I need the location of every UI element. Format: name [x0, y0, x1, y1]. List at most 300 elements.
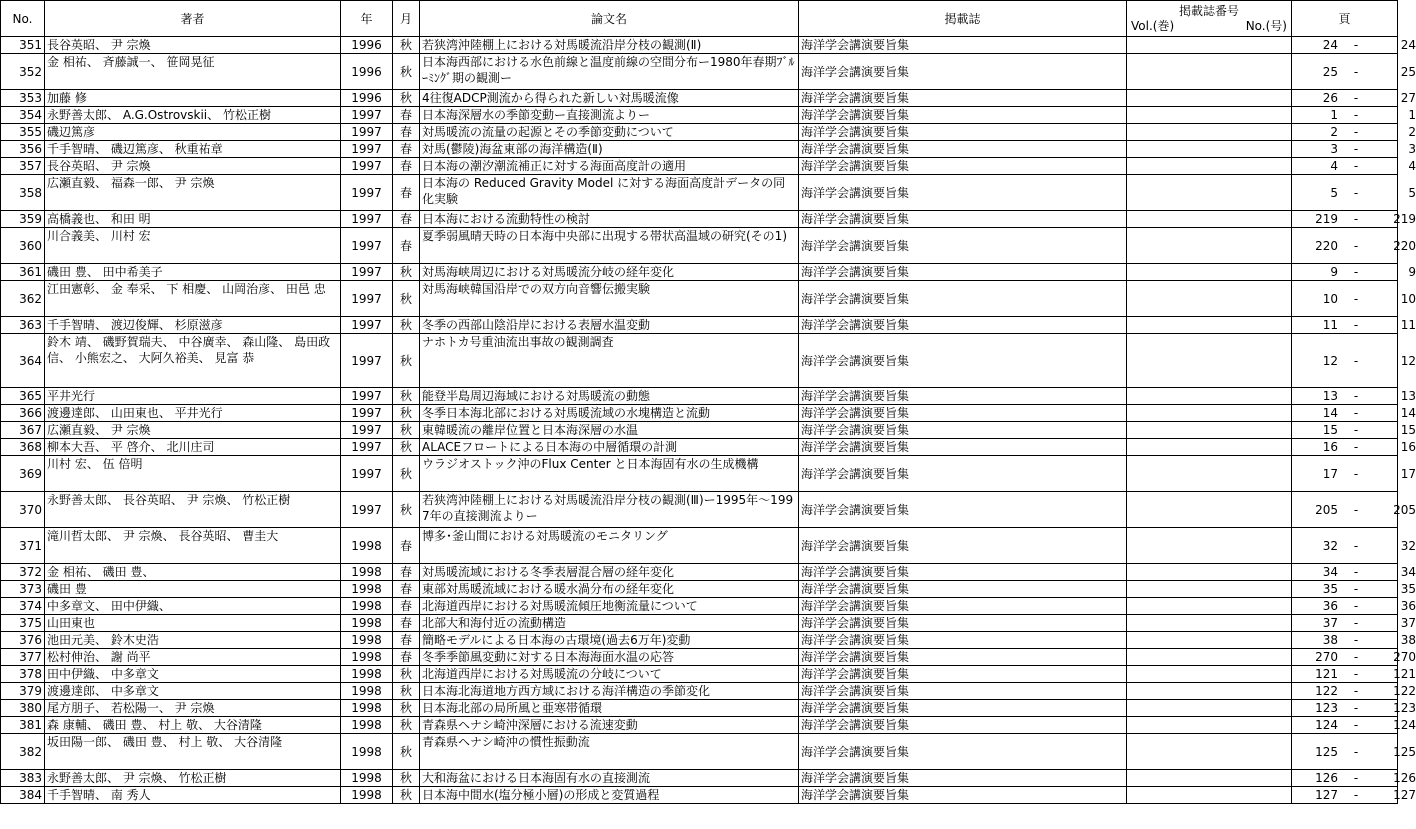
- page-end: 127: [1393, 788, 1416, 802]
- row-journal: 海洋学会講演要旨集: [799, 264, 1127, 281]
- row-month: 秋: [393, 734, 420, 770]
- row-volume: [1127, 422, 1292, 439]
- row-authors: 広瀬直毅、 尹 宗煥: [45, 422, 341, 439]
- row-number: 367: [1, 422, 45, 439]
- row-volume: [1127, 388, 1292, 405]
- page-end: 123: [1393, 701, 1416, 715]
- row-pages: [1292, 388, 1416, 405]
- row-number: 381: [1, 717, 45, 734]
- row-authors: 森 康輔、 磯田 豊、 村上 敬、 大谷清隆: [45, 717, 341, 734]
- row-number: 378: [1, 666, 45, 683]
- row-pages: [1292, 528, 1416, 564]
- table-row: [1, 598, 1398, 615]
- row-authors: 滝川哲太郎、 尹 宗煥、 長谷英昭、 曹圭大: [45, 528, 341, 564]
- row-journal: 海洋学会講演要旨集: [799, 54, 1127, 90]
- page-start: 15: [1322, 423, 1338, 437]
- row-authors: 金 相祐、 斉藤誠一、 笹岡晃征: [45, 54, 341, 90]
- row-month: 秋: [393, 54, 420, 90]
- row-journal: 海洋学会講演要旨集: [799, 649, 1127, 666]
- table-row: [1, 37, 1398, 54]
- page-start: 219: [1315, 212, 1338, 226]
- row-volume: [1127, 683, 1292, 700]
- row-authors: 中多章文、 田中伊織、: [45, 598, 341, 615]
- row-journal: 海洋学会講演要旨集: [799, 700, 1127, 717]
- row-year: 1998: [341, 787, 393, 804]
- row-authors: 川合義美、 川村 宏: [45, 228, 341, 264]
- row-title: 対馬暖流の流量の起源とその季節変動について: [420, 124, 799, 141]
- row-volume: [1127, 405, 1292, 422]
- row-year: 1997: [341, 141, 393, 158]
- page-end: 35: [1400, 582, 1416, 596]
- row-number: 379: [1, 683, 45, 700]
- page-end: 25: [1400, 64, 1416, 79]
- page-start: 3: [1330, 142, 1338, 156]
- row-month: 春: [393, 228, 420, 264]
- row-pages: [1292, 770, 1416, 787]
- row-month: 春: [393, 564, 420, 581]
- row-year: 1997: [341, 492, 393, 528]
- header-year: 年: [341, 1, 393, 37]
- page-start: 10: [1322, 291, 1338, 306]
- page-end: 15: [1400, 423, 1416, 437]
- row-authors: 高橋義也、 和田 明: [45, 211, 341, 228]
- page-dash: -: [1353, 318, 1359, 332]
- row-authors: 尾方朋子、 若松陽一、 尹 宗煥: [45, 700, 341, 717]
- row-title: 対馬海峡韓国沿岸での双方向音響伝搬実験: [420, 281, 799, 317]
- row-journal: 海洋学会講演要旨集: [799, 456, 1127, 492]
- page-end: 14: [1400, 406, 1416, 420]
- page-dash: -: [1353, 440, 1359, 454]
- row-title: 能登半島周辺海域における対馬暖流の動態: [420, 388, 799, 405]
- row-year: 1998: [341, 666, 393, 683]
- row-title: 青森県ヘナシ崎沖の慣性振動流: [420, 734, 799, 770]
- row-number: 358: [1, 175, 45, 211]
- table-row: [1, 683, 1398, 700]
- row-journal: 海洋学会講演要旨集: [799, 581, 1127, 598]
- page-end: 13: [1400, 389, 1416, 403]
- row-number: 363: [1, 317, 45, 334]
- page-start: 205: [1315, 502, 1338, 517]
- row-title: 日本海北海道地方西方域における海洋構造の季節変化: [420, 683, 799, 700]
- row-volume: [1127, 787, 1292, 804]
- table-row: [1, 615, 1398, 632]
- row-month: 秋: [393, 492, 420, 528]
- table-row: [1, 90, 1398, 107]
- table-row: [1, 317, 1398, 334]
- table-row: [1, 107, 1398, 124]
- row-number: 361: [1, 264, 45, 281]
- page-end: 125: [1393, 744, 1416, 759]
- row-volume: [1127, 317, 1292, 334]
- row-title: 博多･釜山間における対馬暖流のモニタリング: [420, 528, 799, 564]
- row-month: 秋: [393, 264, 420, 281]
- page-dash: -: [1353, 108, 1359, 122]
- page-dash: -: [1353, 633, 1359, 647]
- page-end: 220: [1393, 238, 1416, 253]
- row-year: 1998: [341, 528, 393, 564]
- page-dash: -: [1353, 565, 1359, 579]
- row-authors: 松村伸治、 謝 尚平: [45, 649, 341, 666]
- row-number: 352: [1, 54, 45, 90]
- row-month: 秋: [393, 770, 420, 787]
- row-journal: 海洋学会講演要旨集: [799, 334, 1127, 388]
- row-journal: 海洋学会講演要旨集: [799, 37, 1127, 54]
- table-row: [1, 734, 1398, 770]
- row-journal: 海洋学会講演要旨集: [799, 211, 1127, 228]
- row-year: 1998: [341, 615, 393, 632]
- page-start: 5: [1330, 185, 1338, 200]
- page-start: 11: [1322, 318, 1338, 332]
- row-number: 365: [1, 388, 45, 405]
- row-year: 1997: [341, 124, 393, 141]
- row-pages: [1292, 107, 1416, 124]
- row-year: 1998: [341, 598, 393, 615]
- row-pages: [1292, 334, 1416, 388]
- page-dash: -: [1353, 502, 1359, 517]
- row-authors: 磯田 豊、 田中希美子: [45, 264, 341, 281]
- page-dash: -: [1353, 599, 1359, 613]
- page-start: 32: [1322, 538, 1338, 553]
- row-journal: 海洋学会講演要旨集: [799, 90, 1127, 107]
- row-title: 冬季季節風変動に対する日本海海面水温の応答: [420, 649, 799, 666]
- row-month: 秋: [393, 700, 420, 717]
- row-volume: [1127, 615, 1292, 632]
- row-year: 1997: [341, 158, 393, 175]
- row-pages: [1292, 581, 1416, 598]
- table-row: [1, 388, 1398, 405]
- row-title: 対馬海峡周辺における対馬暖流分岐の経年変化: [420, 264, 799, 281]
- row-number: 375: [1, 615, 45, 632]
- page-start: 9: [1330, 265, 1338, 279]
- page-start: 220: [1315, 238, 1338, 253]
- row-year: 1998: [341, 700, 393, 717]
- row-authors: 平井光行: [45, 388, 341, 405]
- table-row: [1, 632, 1398, 649]
- row-month: 秋: [393, 683, 420, 700]
- row-volume: [1127, 439, 1292, 456]
- row-pages: [1292, 492, 1416, 528]
- row-pages: [1292, 456, 1416, 492]
- row-journal: 海洋学会講演要旨集: [799, 175, 1127, 211]
- page-end: 205: [1393, 502, 1416, 517]
- row-title: 対馬(鬱陵)海盆東部の海洋構造(Ⅱ): [420, 141, 799, 158]
- page-start: 12: [1322, 353, 1338, 368]
- page-start: 2: [1330, 125, 1338, 139]
- row-number: 355: [1, 124, 45, 141]
- row-month: 春: [393, 615, 420, 632]
- row-year: 1998: [341, 632, 393, 649]
- row-journal: 海洋学会講演要旨集: [799, 141, 1127, 158]
- page-start: 122: [1315, 684, 1338, 698]
- page-end: 37: [1400, 616, 1416, 630]
- row-authors: 坂田陽一郎、 磯田 豊、 村上 敬、 大谷清隆: [45, 734, 341, 770]
- row-month: 春: [393, 158, 420, 175]
- page-end: 124: [1393, 718, 1416, 732]
- row-number: 382: [1, 734, 45, 770]
- page-end: 219: [1393, 212, 1416, 226]
- row-pages: [1292, 632, 1416, 649]
- row-volume: [1127, 598, 1292, 615]
- row-year: 1997: [341, 456, 393, 492]
- row-pages: [1292, 158, 1416, 175]
- row-authors: 永野善太郎、 A.G.Ostrovskii、 竹松正樹: [45, 107, 341, 124]
- row-title: ALACEフロートによる日本海の中層循環の計測: [420, 439, 799, 456]
- row-pages: [1292, 700, 1416, 717]
- row-authors: 磯田 豊: [45, 581, 341, 598]
- header-pages: 頁: [1292, 1, 1398, 37]
- row-month: 春: [393, 649, 420, 666]
- page-start: 17: [1322, 466, 1338, 481]
- row-pages: [1292, 439, 1416, 456]
- row-journal: 海洋学会講演要旨集: [799, 492, 1127, 528]
- row-volume: [1127, 528, 1292, 564]
- row-volume: [1127, 700, 1292, 717]
- row-month: 秋: [393, 37, 420, 54]
- page-dash: -: [1353, 771, 1359, 785]
- row-year: 1997: [341, 317, 393, 334]
- table-row: [1, 281, 1398, 317]
- row-journal: 海洋学会講演要旨集: [799, 317, 1127, 334]
- row-month: 春: [393, 124, 420, 141]
- row-volume: [1127, 90, 1292, 107]
- row-month: 春: [393, 175, 420, 211]
- page-dash: -: [1353, 291, 1359, 306]
- row-authors: 江田憲彰、 金 奉采、 下 相慶、 山岡治彦、 田邑 忠: [45, 281, 341, 317]
- page-start: 25: [1322, 64, 1338, 79]
- table-header: [1, 1, 1398, 37]
- row-journal: 海洋学会講演要旨集: [799, 770, 1127, 787]
- page-dash: -: [1353, 91, 1359, 105]
- row-authors: 山田東也: [45, 615, 341, 632]
- row-journal: 海洋学会講演要旨集: [799, 598, 1127, 615]
- row-volume: [1127, 141, 1292, 158]
- table-row: [1, 175, 1398, 211]
- page-dash: -: [1353, 265, 1359, 279]
- row-pages: [1292, 124, 1416, 141]
- page-start: 38: [1322, 633, 1338, 647]
- table-row: [1, 54, 1398, 90]
- row-journal: 海洋学会講演要旨集: [799, 734, 1127, 770]
- page-end: 27: [1400, 91, 1416, 105]
- page-dash: -: [1353, 538, 1359, 553]
- row-month: 秋: [393, 90, 420, 107]
- row-month: 秋: [393, 787, 420, 804]
- row-pages: [1292, 787, 1416, 804]
- table-row: [1, 211, 1398, 228]
- row-number: 353: [1, 90, 45, 107]
- page-start: 14: [1322, 406, 1338, 420]
- row-year: 1997: [341, 107, 393, 124]
- row-volume: [1127, 175, 1292, 211]
- page-dash: -: [1353, 38, 1359, 52]
- page-dash: -: [1353, 667, 1359, 681]
- row-authors: 鈴木 靖、 磯野賀瑞夫、 中谷廣幸、 森山隆、 島田政信、 小熊宏之、 大阿久裕美、 見富 恭: [45, 334, 341, 388]
- row-journal: 海洋学会講演要旨集: [799, 683, 1127, 700]
- row-volume: [1127, 211, 1292, 228]
- header-journal: 掲載誌: [799, 1, 1127, 37]
- table-row: [1, 439, 1398, 456]
- table-row: [1, 649, 1398, 666]
- page-end: 12: [1400, 353, 1416, 368]
- row-volume: [1127, 770, 1292, 787]
- page-end: 11: [1400, 318, 1416, 332]
- page-end: 122: [1393, 684, 1416, 698]
- row-pages: [1292, 317, 1416, 334]
- table-row: [1, 228, 1398, 264]
- table-row: [1, 141, 1398, 158]
- row-month: 春: [393, 211, 420, 228]
- page-start: 35: [1322, 582, 1338, 596]
- row-month: 秋: [393, 717, 420, 734]
- page-start: 16: [1322, 440, 1338, 454]
- header-no: No.: [1, 1, 45, 37]
- row-year: 1996: [341, 54, 393, 90]
- table-row: [1, 158, 1398, 175]
- row-year: 1998: [341, 649, 393, 666]
- page-start: 123: [1315, 701, 1338, 715]
- row-volume: [1127, 456, 1292, 492]
- row-title: ナホトカ号重油流出事故の観測調査: [420, 334, 799, 388]
- row-volume: [1127, 107, 1292, 124]
- header-vol: Vol.(巻): [1131, 18, 1175, 33]
- row-year: 1998: [341, 717, 393, 734]
- row-month: 秋: [393, 388, 420, 405]
- row-year: 1998: [341, 581, 393, 598]
- row-authors: 広瀬直毅、 福森一郎、 尹 宗煥: [45, 175, 341, 211]
- page-start: 37: [1322, 616, 1338, 630]
- row-volume: [1127, 564, 1292, 581]
- table-row: [1, 717, 1398, 734]
- row-pages: [1292, 175, 1416, 211]
- row-title: 日本海深層水の季節変動ー直接測流よりー: [420, 107, 799, 124]
- page-end: 36: [1400, 599, 1416, 613]
- row-journal: 海洋学会講演要旨集: [799, 158, 1127, 175]
- row-volume: [1127, 158, 1292, 175]
- row-pages: [1292, 422, 1416, 439]
- row-number: 357: [1, 158, 45, 175]
- row-year: 1996: [341, 90, 393, 107]
- page-end: 270: [1393, 650, 1416, 664]
- row-title: 若狭湾沖陸棚上における対馬暖流沿岸分枝の観測(Ⅲ)ー1995年～1997年の直接測流よりー: [420, 492, 799, 528]
- row-month: 秋: [393, 456, 420, 492]
- page-end: 9: [1408, 265, 1416, 279]
- table-row: [1, 456, 1398, 492]
- row-volume: [1127, 54, 1292, 90]
- row-journal: 海洋学会講演要旨集: [799, 281, 1127, 317]
- row-month: 秋: [393, 281, 420, 317]
- row-month: 春: [393, 632, 420, 649]
- row-journal: 海洋学会講演要旨集: [799, 388, 1127, 405]
- row-month: 秋: [393, 317, 420, 334]
- row-title: 東部対馬暖流域における暖水渦分布の経年変化: [420, 581, 799, 598]
- table-row: [1, 422, 1398, 439]
- row-title: ウラジオストック沖のFlux Center と日本海固有水の生成機構: [420, 456, 799, 492]
- row-pages: [1292, 281, 1416, 317]
- row-title: 東韓暖流の離岸位置と日本海深層の水温: [420, 422, 799, 439]
- row-title: 北海道西岸における対馬暖流傾圧地衡流量について: [420, 598, 799, 615]
- row-year: 1996: [341, 37, 393, 54]
- row-journal: 海洋学会講演要旨集: [799, 439, 1127, 456]
- page-dash: -: [1353, 159, 1359, 173]
- row-year: 1997: [341, 264, 393, 281]
- page-start: 127: [1315, 788, 1338, 802]
- row-authors: 千手智晴、 南 秀人: [45, 787, 341, 804]
- row-year: 1997: [341, 281, 393, 317]
- row-title: 冬季日本海北部における対馬暖流域の水塊構造と流動: [420, 405, 799, 422]
- page-end: 32: [1400, 538, 1416, 553]
- header-volume-group: 掲載誌番号: [1178, 3, 1239, 18]
- row-volume: [1127, 632, 1292, 649]
- page-end: 24: [1400, 38, 1416, 52]
- row-authors: 千手智晴、 磯辺篤彦、 秋重祐章: [45, 141, 341, 158]
- row-authors: 永野善太郎、 長谷英昭、 尹 宗煥、 竹松正樹: [45, 492, 341, 528]
- page-end: 1: [1408, 108, 1416, 122]
- page-end: 121: [1393, 667, 1416, 681]
- table-row: [1, 666, 1398, 683]
- row-year: 1998: [341, 770, 393, 787]
- page-start: 121: [1315, 667, 1338, 681]
- table-row: [1, 124, 1398, 141]
- page-dash: -: [1353, 142, 1359, 156]
- row-number: 380: [1, 700, 45, 717]
- page-dash: -: [1353, 582, 1359, 596]
- row-title: 大和海盆における日本海固有水の直接測流: [420, 770, 799, 787]
- row-title: 北海道西岸における対馬暖流の分岐について: [420, 666, 799, 683]
- row-number: 359: [1, 211, 45, 228]
- row-month: 秋: [393, 439, 420, 456]
- row-volume: [1127, 264, 1292, 281]
- row-title: 対馬暖流域における冬季表層混合層の経年変化: [420, 564, 799, 581]
- header-volume: [1127, 1, 1292, 37]
- page-start: 24: [1322, 38, 1338, 52]
- row-volume: [1127, 649, 1292, 666]
- row-number: 351: [1, 37, 45, 54]
- table-row: [1, 528, 1398, 564]
- row-journal: 海洋学会講演要旨集: [799, 615, 1127, 632]
- page-dash: -: [1353, 650, 1359, 664]
- page-dash: -: [1353, 389, 1359, 403]
- row-title: 4往復ADCP測流から得られた新しい対馬暖流像: [420, 90, 799, 107]
- row-volume: [1127, 334, 1292, 388]
- table-row: [1, 334, 1398, 388]
- row-month: 秋: [393, 334, 420, 388]
- row-authors: 川村 宏、 伍 倍明: [45, 456, 341, 492]
- table-row: [1, 405, 1398, 422]
- table-body: [1, 37, 1416, 804]
- page-start: 36: [1322, 599, 1338, 613]
- page-dash: -: [1353, 788, 1359, 802]
- row-pages: [1292, 615, 1416, 632]
- row-authors: 千手智晴、 渡辺俊輝、 杉原滋彦: [45, 317, 341, 334]
- row-pages: [1292, 598, 1416, 615]
- row-pages: [1292, 228, 1416, 264]
- row-title: 日本海北部の局所風と亜寒帯循環: [420, 700, 799, 717]
- row-journal: 海洋学会講演要旨集: [799, 528, 1127, 564]
- row-volume: [1127, 492, 1292, 528]
- page-end: 10: [1400, 291, 1416, 306]
- row-pages: [1292, 264, 1416, 281]
- header-title: 論文名: [420, 1, 799, 37]
- row-title: 若狭湾沖陸棚上における対馬暖流沿岸分枝の観測(Ⅱ): [420, 37, 799, 54]
- page-dash: -: [1353, 744, 1359, 759]
- row-number: 360: [1, 228, 45, 264]
- page-start: 13: [1322, 389, 1338, 403]
- row-authors: 磯辺篤彦: [45, 124, 341, 141]
- page-dash: -: [1353, 64, 1359, 79]
- row-volume: [1127, 281, 1292, 317]
- page-start: 270: [1315, 650, 1338, 664]
- row-authors: 永野善太郎、 尹 宗煥、 竹松正樹: [45, 770, 341, 787]
